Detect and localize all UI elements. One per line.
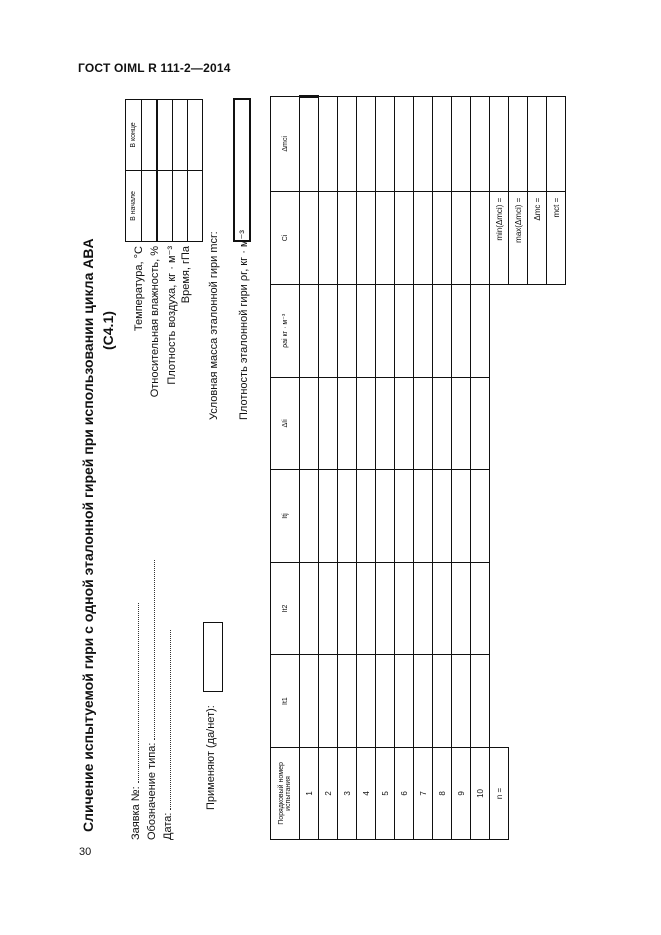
data-cell[interactable]: [338, 285, 357, 378]
data-cell[interactable]: [452, 562, 471, 655]
data-cell[interactable]: [433, 191, 452, 284]
data-cell[interactable]: [452, 470, 471, 563]
data-cell[interactable]: [395, 562, 414, 655]
data-cell[interactable]: [338, 655, 357, 748]
summary-max-value[interactable]: [509, 97, 528, 192]
data-cell[interactable]: [452, 97, 471, 192]
measurement-table: [270, 95, 566, 840]
data-cell[interactable]: [414, 377, 433, 470]
data-cell[interactable]: [338, 470, 357, 563]
row-number: 8: [433, 747, 452, 839]
data-cell[interactable]: [300, 191, 319, 284]
env-cell[interactable]: [173, 171, 188, 242]
data-cell[interactable]: [414, 191, 433, 284]
row-number: 1: [300, 747, 319, 839]
data-cell[interactable]: [433, 655, 452, 748]
env-cell[interactable]: [157, 171, 173, 242]
env-cell[interactable]: [157, 100, 173, 171]
n-label: n =: [490, 747, 509, 839]
data-cell[interactable]: [471, 285, 490, 378]
form-subtitle: (C4.1): [100, 311, 116, 350]
reference-density-label: Плотность эталонной гири ρr, кг · м⁻³: [238, 230, 250, 420]
env-cell[interactable]: [142, 100, 158, 171]
data-cell[interactable]: [414, 285, 433, 378]
data-cell[interactable]: [395, 377, 414, 470]
field-date[interactable]: [162, 630, 174, 840]
data-cell[interactable]: [300, 655, 319, 748]
data-cell[interactable]: [300, 97, 319, 192]
data-cell[interactable]: [414, 470, 433, 563]
summary-min-value[interactable]: [490, 97, 509, 192]
data-cell[interactable]: [433, 470, 452, 563]
apply-label: Применяют (да/нет):: [205, 705, 217, 810]
data-cell[interactable]: [395, 191, 414, 284]
data-cell[interactable]: [338, 377, 357, 470]
data-cell[interactable]: [376, 285, 395, 378]
field-request-number[interactable]: [130, 603, 142, 840]
data-cell[interactable]: [471, 377, 490, 470]
col-air-density: ρai кг · м⁻³: [271, 285, 300, 378]
env-cell[interactable]: [142, 171, 158, 242]
data-cell[interactable]: [471, 470, 490, 563]
data-cell[interactable]: [338, 191, 357, 284]
env-end-header: В конце: [126, 100, 142, 171]
data-cell[interactable]: [376, 470, 395, 563]
data-cell[interactable]: [376, 377, 395, 470]
env-start-header: В начале: [126, 171, 142, 242]
document-header: ГОСТ OIML R 111-2—2014: [78, 61, 231, 75]
env-cell[interactable]: [188, 171, 203, 242]
form-title: Сличение испытуемой гири с одной эталонной гирей при использовании цикла ABA: [80, 238, 96, 832]
conventional-mass-label: Условная масса эталонной гири mcr:: [208, 231, 220, 420]
data-cell[interactable]: [338, 97, 357, 192]
data-cell[interactable]: [471, 655, 490, 748]
col-it1: It1: [271, 655, 300, 748]
data-cell[interactable]: [395, 655, 414, 748]
data-cell[interactable]: [300, 285, 319, 378]
data-cell[interactable]: [300, 562, 319, 655]
field-type-designation-label: Обозначение типа:: [146, 742, 158, 840]
env-humidity-label: Относительная влажность, %: [149, 246, 161, 398]
col-delta-i: ΔIi: [271, 377, 300, 470]
data-cell[interactable]: [300, 377, 319, 470]
environment-table: [125, 99, 203, 242]
field-request-number-label: Заявка №:: [130, 786, 142, 840]
data-cell[interactable]: [414, 655, 433, 748]
reference-density-input[interactable]: [233, 98, 251, 242]
data-cell[interactable]: [433, 97, 452, 192]
summary-mean-value[interactable]: [528, 97, 547, 192]
data-cell[interactable]: [376, 97, 395, 192]
data-cell[interactable]: [471, 97, 490, 192]
env-temperature-label: Температура, °С: [133, 246, 145, 332]
data-cell[interactable]: [357, 562, 376, 655]
row-number: 2: [319, 747, 338, 839]
row-number: 5: [376, 747, 395, 839]
env-cell[interactable]: [173, 100, 188, 171]
data-cell[interactable]: [433, 562, 452, 655]
field-request-number-line[interactable]: [138, 603, 139, 783]
blank-area: [528, 285, 547, 840]
field-date-line[interactable]: [170, 630, 171, 810]
data-cell[interactable]: [376, 562, 395, 655]
data-cell[interactable]: [300, 470, 319, 563]
data-cell[interactable]: [319, 562, 338, 655]
data-cell[interactable]: [357, 377, 376, 470]
env-time-label: Время, гПа: [180, 246, 192, 304]
data-cell[interactable]: [376, 191, 395, 284]
data-cell[interactable]: [471, 191, 490, 284]
data-cell[interactable]: [319, 285, 338, 378]
row-number: 7: [414, 747, 433, 839]
row-number: 6: [395, 747, 414, 839]
data-cell[interactable]: [357, 285, 376, 378]
row-number: 3: [338, 747, 357, 839]
summary-mean: Δmc =: [528, 191, 547, 284]
blank-area: [509, 285, 528, 840]
summary-mct-value[interactable]: [547, 97, 566, 192]
data-cell[interactable]: [319, 470, 338, 563]
col-test-number: Порядковый номер испытания: [271, 747, 300, 839]
col-delta-mci: Δmci: [271, 97, 300, 192]
data-cell[interactable]: [357, 470, 376, 563]
col-it2: It2: [271, 562, 300, 655]
apply-input-box[interactable]: [203, 622, 223, 692]
data-cell[interactable]: [319, 97, 338, 192]
data-cell[interactable]: [414, 562, 433, 655]
env-air-density-label: Плотность воздуха, кг · м⁻³: [166, 246, 178, 385]
blank-area: [490, 285, 509, 748]
data-cell[interactable]: [452, 655, 471, 748]
data-cell[interactable]: [319, 191, 338, 284]
field-type-designation-line[interactable]: [154, 560, 155, 740]
col-ci: Ci: [271, 191, 300, 284]
blank-area: [547, 285, 566, 840]
data-cell[interactable]: [376, 655, 395, 748]
summary-max: max(Δmci) =: [509, 191, 528, 284]
summary-min: min(Δmci) =: [490, 191, 509, 284]
data-cell[interactable]: [395, 470, 414, 563]
data-cell[interactable]: [357, 191, 376, 284]
data-cell[interactable]: [395, 97, 414, 192]
env-cell[interactable]: [188, 100, 203, 171]
data-cell[interactable]: [452, 285, 471, 378]
data-cell[interactable]: [357, 655, 376, 748]
rotated-form-sheet: [70, 80, 661, 840]
data-cell[interactable]: [357, 97, 376, 192]
data-cell[interactable]: [433, 285, 452, 378]
col-itj: Itj: [271, 470, 300, 563]
data-cell[interactable]: [433, 377, 452, 470]
data-cell[interactable]: [471, 562, 490, 655]
page-number: 30: [79, 846, 92, 858]
data-cell[interactable]: [319, 655, 338, 748]
data-cell[interactable]: [414, 97, 433, 192]
row-number: 4: [357, 747, 376, 839]
row-number: 9: [452, 747, 471, 839]
data-cell[interactable]: [452, 191, 471, 284]
field-date-label: Дата:: [162, 812, 174, 840]
field-type-designation[interactable]: [146, 560, 158, 840]
data-cell[interactable]: [338, 562, 357, 655]
data-cell[interactable]: [452, 377, 471, 470]
summary-mct: mct =: [547, 191, 566, 284]
row-number: 10: [471, 747, 490, 839]
data-cell[interactable]: [395, 285, 414, 378]
data-cell[interactable]: [319, 377, 338, 470]
